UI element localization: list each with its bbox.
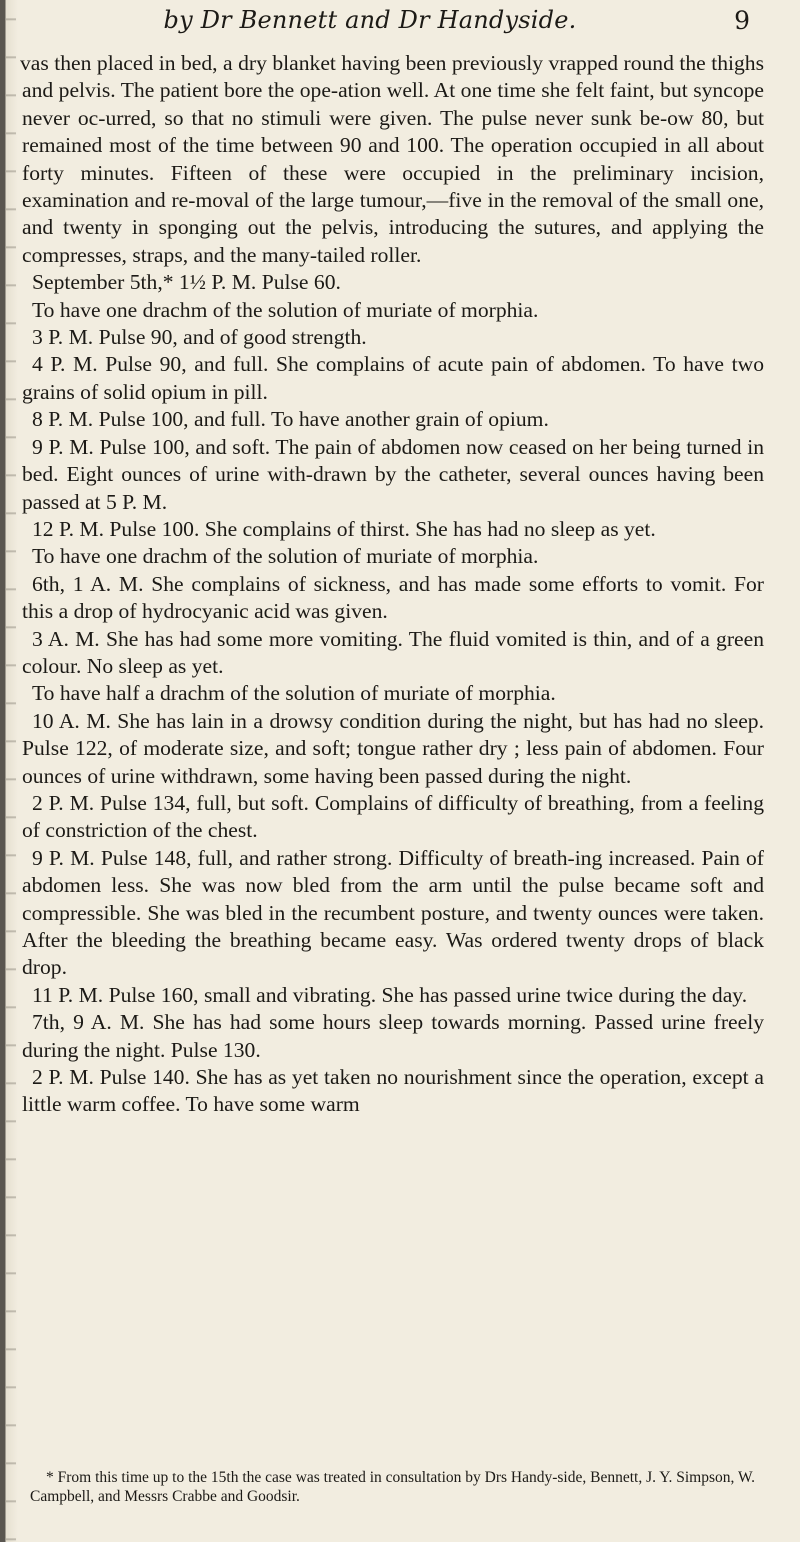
paragraph-entry: To have one drachm of the solution of muriate of morphia.	[32, 297, 539, 322]
paragraph-entry: September 5th,* 1½ P. M. Pulse 60.	[32, 270, 341, 295]
paragraph-entry: 2 P. M. Pulse 140. She has as yet taken no nourishment since the operation, except a little warm coffee. To have some warm	[22, 1065, 764, 1117]
paragraph-entry: To have one drachm of the solution of muriate of morphia.	[32, 544, 539, 569]
page-number: 9	[734, 6, 750, 35]
paragraph-entry: 6th, 1 A. M. She complains of sickness, and has made some efforts to vomit. For this a drop of hydrocyanic acid was given.	[22, 571, 764, 624]
paragraph-entry: 10 A. M. She has lain in a drowsy condition during the night, but has had no sleep. Pulse 122, of moderate size, and soft; tongue rather dry ; less pain of abdomen. Four ounces of urine withdrawn, some having been passed during the night.	[22, 708, 764, 788]
paragraph-entry: 12 P. M. Pulse 100. She complains of thirst. She has had no sleep as yet.	[32, 516, 656, 541]
body-text	[22, 50, 764, 1119]
paragraph-entry: 11 P. M. Pulse 160, small and vibrating. She has passed urine twice during the day.	[32, 982, 748, 1007]
paragraph-entry: 9 P. M. Pulse 148, full, and rather strong. Difficulty of breath-ing increased. Pain of abdomen less. She was now bled from the arm until the pulse became soft and compressible. She was bled in the recumbent posture, and twenty ounces were taken. After the bleeding the breathing became easy. Was ordered twenty drops of black drop.	[22, 845, 764, 980]
paragraph-entry: 8 P. M. Pulse 100, and full. To have another grain of opium.	[32, 407, 549, 432]
paragraph-entry: To have half a drachm of the solution of muriate of morphia.	[32, 681, 556, 706]
paragraph-entry: 4 P. M. Pulse 90, and full. She complains of acute pain of abdomen. To have two grains of solid opium in pill.	[22, 352, 764, 404]
paragraph-entry: 3 P. M. Pulse 90, and of good strength.	[32, 325, 367, 350]
paragraph-entry: 3 A. M. She has had some more vomiting. The fluid vomited is thin, and of a green colour. No sleep as yet.	[22, 626, 764, 678]
paragraph-operation: vas then placed in bed, a dry blanket having been previously vrapped round the thighs and pelvis. The patient bore the ope-ation well. At one time she felt faint, but syncope never oc-urred, so that no stimuli were given. The pulse never sunk be-ow 80, but remained most of the time between 90 and 100. The operation occupied in all about forty minutes. Fifteen of these were occupied in the preliminary incision, examination and re-moval of the large tumour,—five in the removal of the small one, and twenty in sponging out the pelvis, introducing the sutures, and applying the compresses, straps, and the many-tailed roller.	[20, 51, 764, 267]
page-header	[0, 6, 780, 42]
running-head: by Dr Bennett and Dr Handyside.	[163, 6, 577, 34]
paragraph-entry: 7th, 9 A. M. She has had some hours sleep towards morning. Passed urine freely during the night. Pulse 130.	[22, 1010, 764, 1062]
paragraph-entry: 2 P. M. Pulse 134, full, but soft. Complains of difficulty of breathing, from a feeling of constriction of the chest.	[22, 790, 764, 843]
paragraph-entry: 9 P. M. Pulse 100, and soft. The pain of abdomen now ceased on her being turned in bed. Eight ounces of urine with-drawn by the catheter, several ounces having been passed at 5 P. M.	[22, 434, 764, 514]
footnote: * From this time up to the 15th the case was treated in consultation by Drs Handy-side, Bennett, J. Y. Simpson, W. Campbell, and Messrs Crabbe and Goodsir.	[30, 1469, 756, 1505]
binding-gutter	[6, 0, 16, 1542]
